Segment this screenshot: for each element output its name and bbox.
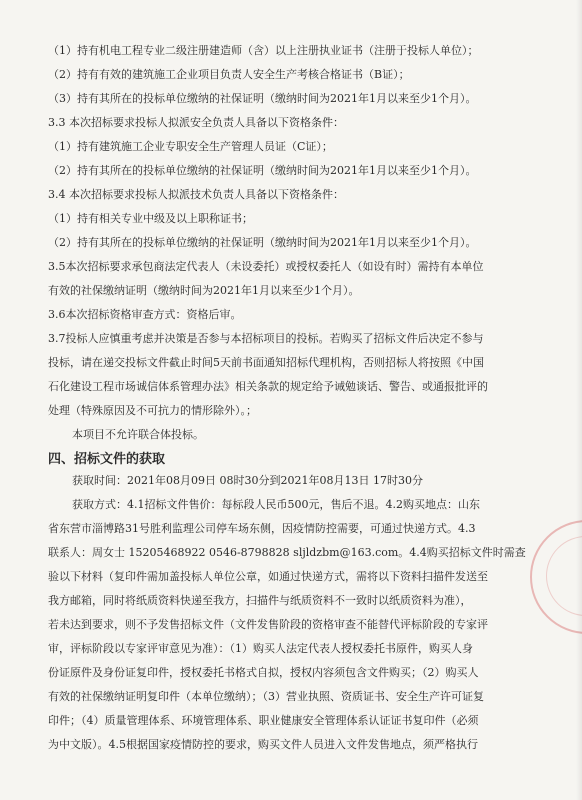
text-line: （2）持有其所在的投标单位缴纳的社保证明（缴纳时间为2021年1月以来至少1个月）。 — [48, 236, 477, 249]
text-line: 审，评标阶段以专家评审意见为准）：（1）购买人法定代表人授权委托书原件，购买人身 — [48, 642, 473, 655]
text-line: 石化建设工程市场诚信体系管理办法》相关条款的规定给予诫勉谈话、警告、或通报批评的 — [48, 380, 488, 393]
text-line: 3.5本次招标要求承包商法定代表人（未设委托）或授权委托人（如设有时）需持有本单位 — [48, 260, 484, 273]
text-line: 省东营市淄博路31号胜利监理公司停车场东侧，因疫情防控需要，可通过快递方式。4.3 — [48, 522, 476, 535]
text-line: （2）持有其所在的投标单位缴纳的社保证明（缴纳时间为2021年1月以来至少1个月）。 — [48, 164, 477, 177]
section-heading: 四、招标文件的获取 — [48, 452, 166, 467]
text-line: （3）持有其所在的投标单位缴纳的社保证明（缴纳时间为2021年1月以来至少1个月）。 — [48, 92, 477, 105]
text-line: 我方邮箱，同时将纸质资料快递至我方，扫描件与纸质资料不一致时以纸质资料为准）， — [48, 594, 472, 607]
text-line: 有效的社保缴纳证明（缴纳时间为2021年1月以来至少1个月）。 — [48, 284, 360, 297]
text-line: 3.7投标人应慎重考虑并决策是否参与本招标项目的投标。若购买了招标文件后决定不参与 — [48, 332, 484, 345]
text-line: 份证原件及身份证复印件，授权委托书格式自拟，授权内容须包含文件购买；（2）购买人 — [48, 666, 479, 679]
text-line: 处理（特殊原因及不可抗力的情形除外）。； — [48, 404, 257, 417]
text-line: 投标，请在递交投标文件截止时间5天前书面通知招标代理机构，否则招标人将按照《中国 — [48, 356, 484, 369]
text-line: （2）持有有效的建筑施工企业项目负责人安全生产考核合格证书（B证）； — [48, 68, 410, 81]
text-line: （1）持有机电工程专业二级注册建造师（含）以上注册执业证书（注册于投标人单位）； — [48, 44, 479, 57]
text-line: 验以下材料（复印件需加盖投标人单位公章，如通过快递方式，需将以下资料扫描件发送至 — [48, 570, 488, 583]
text-line: 联系人：周女士 15205468922 0546-8798828 sljldzbm@163.com。4.4购买招标文件时需查 — [48, 546, 526, 559]
text-line: 3.4 本次招标要求投标人拟派技术负责人具备以下资格条件： — [48, 188, 344, 201]
text-line: 有效的社保缴纳证明复印件（本单位缴纳）；（3）营业执照、资质证书、安全生产许可证复 — [48, 690, 484, 703]
red-seal-stamp — [530, 520, 582, 634]
text-line: 为中文版）。4.5根据国家疫情防控的要求，购买文件人员进入文件发售地点，须严格执行 — [48, 738, 478, 751]
text-line: 印件；（4）质量管理体系、环境管理体系、职业健康安全管理体系认证证书复印件（必须 — [48, 714, 479, 727]
text-line: 3.6本次招标资格审查方式：资格后审。 — [48, 308, 242, 321]
page-edge-shadow — [576, 0, 582, 800]
text-line: 本项目不允许联合体投标。 — [72, 428, 204, 441]
text-line: 3.3 本次招标要求投标人拟派安全负责人具备以下资格条件： — [48, 116, 344, 129]
text-line: 获取时间：2021年08月09日 08时30分到2021年08月13日 17时30分 — [72, 474, 423, 487]
text-line: （1）持有相关专业中级及以上职称证书； — [48, 212, 253, 225]
text-line: 获取方式：4.1招标文件售价：每标段人民币500元，售后不退。4.2购买地点：山东 — [72, 498, 480, 511]
text-line: 若未达到要求，则不予发售招标文件（文件发售阶段的资格审查不能替代评标阶段的专家评 — [48, 618, 488, 631]
top-page-fragment — [225, 0, 285, 8]
text-line: （1）持有建筑施工企业专职安全生产管理人员证（C证）； — [48, 140, 333, 153]
